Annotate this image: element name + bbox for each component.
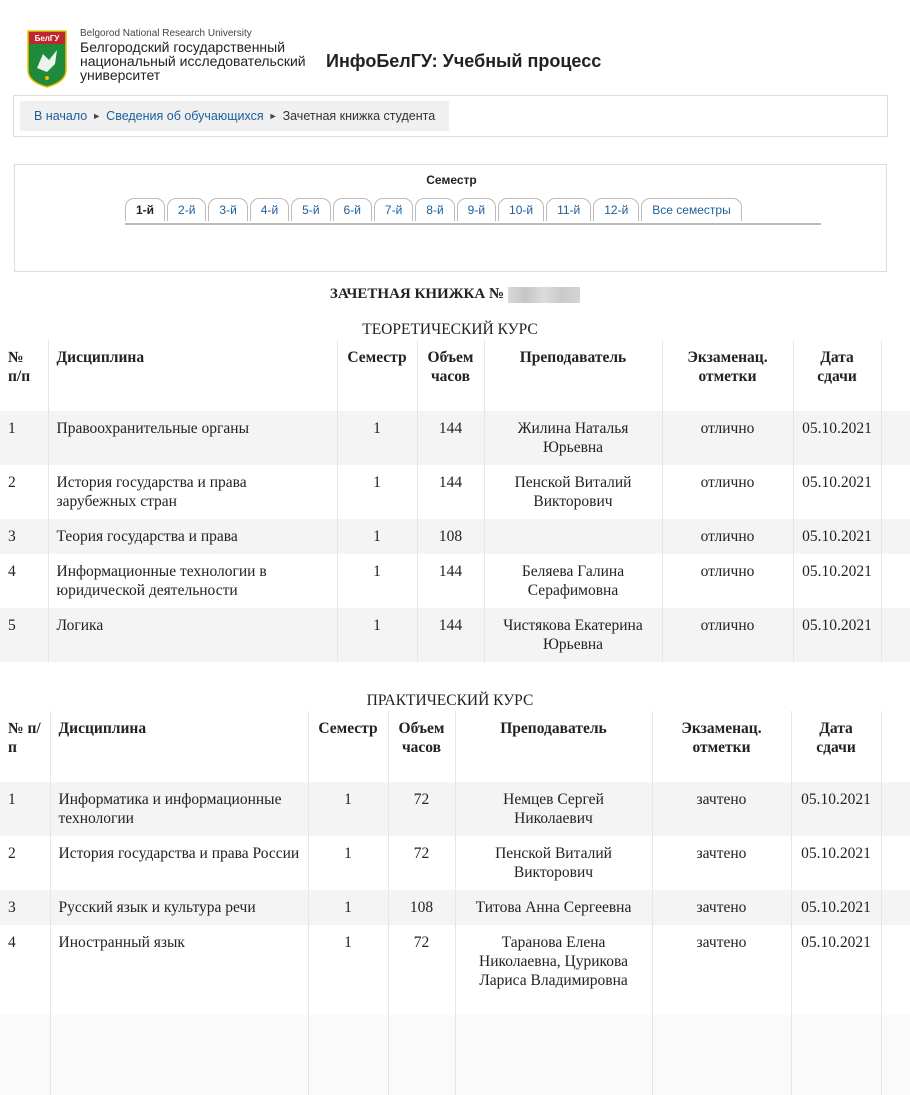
semester-tab[interactable]: 12-й — [593, 198, 639, 221]
cell-teacher: Таранова Елена Николаевна, Цурикова Лариса Владимировна — [455, 925, 652, 1015]
cell-empty — [455, 1015, 652, 1095]
cell-hours: 144 — [417, 554, 484, 608]
cell-semester: 1 — [337, 554, 417, 608]
university-name-ru-2: национальный исследовательский — [80, 53, 306, 69]
cell-grade: отлично — [662, 465, 793, 519]
cell-grade: отлично — [662, 554, 793, 608]
cell-date: 05.10.2021 — [791, 925, 881, 1015]
theory-section-title: ТЕОРЕТИЧЕСКИЙ КУРС — [362, 321, 538, 338]
cell-hours: 144 — [417, 608, 484, 662]
table-row — [0, 836, 910, 890]
col-num-header: № п/п — [8, 720, 41, 756]
cell-hours: 144 — [417, 465, 484, 519]
cell-empty — [881, 1015, 910, 1095]
cell-num: 4 — [8, 563, 16, 580]
cell-hours: 144 — [417, 411, 484, 465]
cell-filler — [881, 465, 910, 519]
university-name — [80, 28, 306, 82]
col-hours-header: Объем часов — [417, 340, 484, 411]
cell-num: 3 — [0, 519, 48, 554]
practice-section-title: ПРАКТИЧЕСКИЙ КУРС — [366, 692, 534, 709]
table-row — [0, 925, 910, 1015]
cell-discipline: История государства и права зарубежных стран — [48, 465, 337, 519]
col-date-header: Дата сдачи — [793, 340, 881, 411]
cell-empty — [388, 1015, 455, 1095]
cell-date: 05.10.2021 — [793, 519, 881, 554]
cell-teacher: Пенской Виталий Викторович — [455, 836, 652, 890]
cell-discipline: Теория государства и права — [48, 519, 337, 554]
breadcrumb — [20, 101, 449, 131]
col-teacher-header: Преподаватель — [455, 711, 652, 782]
semester-tab[interactable]: 5-й — [291, 198, 330, 221]
semester-panel — [14, 164, 887, 272]
cell-grade: зачтено — [652, 836, 791, 890]
university-name-en: Belgorod National Research University — [80, 28, 252, 39]
col-semester-header: Семестр — [308, 711, 388, 782]
semester-tab[interactable]: 6-й — [333, 198, 372, 221]
semester-label: Семестр — [426, 173, 477, 187]
col-filler-header — [881, 340, 910, 411]
university-logo[interactable] — [27, 30, 67, 88]
cell-filler — [881, 411, 910, 465]
semester-tabs — [125, 198, 821, 225]
cell-date: 05.10.2021 — [793, 554, 881, 608]
cell-num: 4 — [8, 934, 16, 951]
semester-tab[interactable]: 9-й — [457, 198, 496, 221]
cell-semester: 1 — [308, 925, 388, 1015]
breadcrumb-students-link[interactable]: Сведения об обучающихся — [106, 109, 264, 123]
cell-grade: отлично — [662, 608, 793, 662]
cell-hours: 108 — [388, 890, 455, 925]
table-row — [0, 554, 910, 608]
cell-discipline: Логика — [48, 608, 337, 662]
breadcrumb-arrow-icon: ► — [92, 111, 102, 121]
table-row — [0, 608, 910, 662]
semester-tab[interactable]: 1-й — [125, 198, 165, 221]
cell-date: 05.10.2021 — [793, 411, 881, 465]
table-row — [0, 782, 910, 836]
cell-grade: зачтено — [652, 890, 791, 925]
cell-discipline: Информационные технологии в юридической деятельности — [48, 554, 337, 608]
col-grade-header: Экзаменац. отметки — [652, 711, 791, 782]
cell-discipline: Иностранный язык — [50, 925, 308, 1015]
col-grade-header: Экзаменац. отметки — [662, 340, 793, 411]
cell-hours: 108 — [417, 519, 484, 554]
cell-num: 1 — [0, 782, 50, 836]
col-discipline-header: Дисциплина — [50, 711, 308, 782]
university-name-ru-3: университет — [80, 67, 161, 83]
cell-semester: 1 — [308, 782, 388, 836]
cell-empty — [308, 1015, 388, 1095]
cell-grade: зачтено — [652, 782, 791, 836]
table-row — [0, 465, 910, 519]
cell-grade: зачтено — [652, 925, 791, 1015]
cell-filler — [881, 782, 910, 836]
cell-num: 3 — [0, 890, 50, 925]
cell-teacher: Пенской Виталий Викторович — [484, 465, 662, 519]
cell-date: 05.10.2021 — [791, 836, 881, 890]
cell-teacher: Чистякова Екатерина Юрьевна — [484, 608, 662, 662]
cell-teacher: Титова Анна Сергеевна — [455, 890, 652, 925]
semester-tab[interactable]: Все семестры — [641, 198, 741, 221]
cell-semester: 1 — [337, 519, 417, 554]
cell-filler — [881, 836, 910, 890]
cell-empty — [50, 1015, 308, 1095]
semester-tab[interactable]: 3-й — [208, 198, 247, 221]
cell-semester: 1 — [308, 836, 388, 890]
col-discipline-header: Дисциплина — [48, 340, 337, 411]
page-header — [0, 0, 910, 92]
cell-teacher: Беляева Галина Серафимовна — [484, 554, 662, 608]
cell-grade: отлично — [662, 411, 793, 465]
table-row — [0, 890, 910, 925]
cell-semester: 1 — [337, 465, 417, 519]
cell-semester: 1 — [308, 890, 388, 925]
cell-discipline: Информатика и информационные технологии — [50, 782, 308, 836]
cell-grade: отлично — [662, 519, 793, 554]
cell-num: 5 — [0, 608, 48, 662]
cell-filler — [881, 608, 910, 662]
col-date-header: Дата сдачи — [791, 711, 881, 782]
table-row — [0, 411, 910, 465]
cell-empty — [791, 1015, 881, 1095]
shield-logo-icon — [27, 30, 67, 88]
cell-date: 05.10.2021 — [793, 608, 881, 662]
semester-tab[interactable]: 7-й — [374, 198, 413, 221]
table-empty-row — [0, 1015, 910, 1095]
cell-empty — [652, 1015, 791, 1095]
cell-num: 1 — [0, 411, 48, 465]
semester-tab[interactable]: 10-й — [498, 198, 544, 221]
col-hours-header: Объем часов — [388, 711, 455, 782]
breadcrumb-panel — [13, 95, 888, 137]
cell-semester: 1 — [337, 608, 417, 662]
cell-semester: 1 — [337, 411, 417, 465]
cell-teacher: Немцев Сергей Николаевич — [455, 782, 652, 836]
record-book-title — [0, 286, 910, 303]
semester-tab[interactable]: 4-й — [250, 198, 289, 221]
cell-hours: 72 — [388, 925, 455, 1015]
logo-text: БелГУ — [34, 34, 60, 43]
cell-filler — [881, 554, 910, 608]
cell-date: 05.10.2021 — [793, 465, 881, 519]
record-book-label: ЗАЧЕТНАЯ КНИЖКА № — [329, 286, 505, 302]
cell-empty — [0, 1015, 50, 1095]
cell-hours: 72 — [388, 836, 455, 890]
cell-discipline: Правоохранительные органы — [48, 411, 337, 465]
cell-date: 05.10.2021 — [791, 782, 881, 836]
col-num-header: № п/п — [8, 349, 31, 385]
cell-teacher: Жилина Наталья Юрьевна — [484, 411, 662, 465]
cell-date: 05.10.2021 — [791, 890, 881, 925]
app-title: ИнфоБелГУ: Учебный процесс — [326, 51, 602, 71]
cell-discipline: История государства и права России — [50, 836, 308, 890]
col-filler-header — [881, 711, 910, 782]
cell-discipline: Русский язык и культура речи — [50, 890, 308, 925]
breadcrumb-current: Зачетная книжка студента — [282, 109, 436, 123]
theory-table — [0, 340, 910, 662]
cell-num: 2 — [8, 845, 16, 862]
semester-tab[interactable]: 8-й — [415, 198, 454, 221]
cell-teacher — [484, 519, 662, 554]
cell-hours: 72 — [388, 782, 455, 836]
redacted-number — [508, 287, 580, 303]
cell-filler — [881, 890, 910, 925]
semester-tab[interactable]: 11-й — [546, 198, 591, 221]
cell-num: 2 — [8, 474, 16, 491]
semester-tab[interactable]: 2-й — [167, 198, 206, 221]
breadcrumb-arrow-icon: ► — [268, 111, 278, 121]
cell-filler — [881, 519, 910, 554]
university-name-ru-1: Белгородский государственный — [80, 39, 286, 55]
col-semester-header: Семестр — [337, 340, 417, 411]
practice-table — [0, 711, 910, 1095]
col-teacher-header: Преподаватель — [484, 340, 662, 411]
table-row — [0, 519, 910, 554]
breadcrumb-home-link[interactable]: В начало — [34, 109, 88, 123]
cell-filler — [881, 925, 910, 1015]
